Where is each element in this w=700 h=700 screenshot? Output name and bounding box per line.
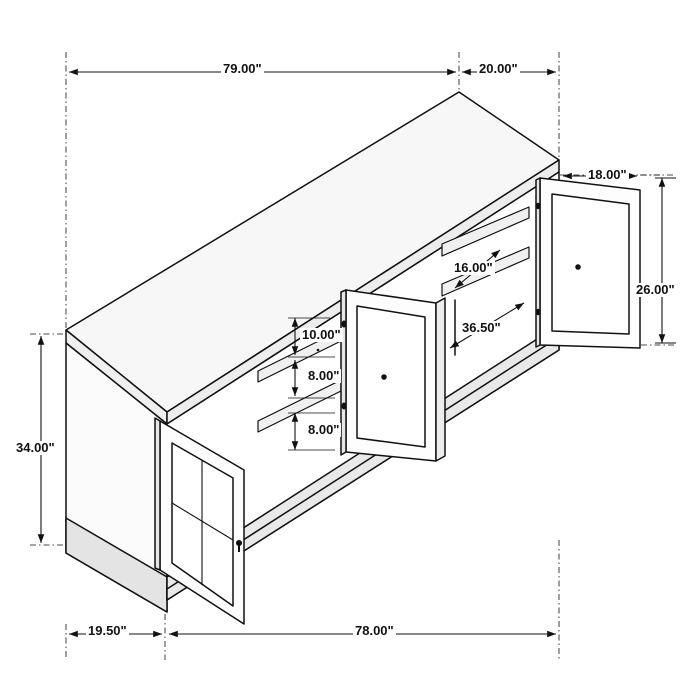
dim-label-overall-height: 34.00"	[16, 440, 55, 455]
middle-door-side	[436, 298, 445, 461]
right-door-knob	[576, 265, 580, 269]
dim-label-door-width: 18.00"	[588, 167, 627, 182]
dim-label-top-width: 79.00"	[223, 61, 262, 76]
middle-door-knob	[382, 375, 386, 379]
right-door-inner-frame	[552, 194, 629, 334]
right-door-open	[536, 178, 640, 348]
dim-label-low-gap: 8.00"	[308, 422, 340, 437]
middle-door-edge	[341, 290, 346, 455]
dim-label-base-width: 78.00"	[355, 623, 394, 638]
dim-label-shelf-depth: 16.00"	[454, 260, 493, 275]
dim-label-top-gap: 10.00"	[302, 327, 341, 342]
dim-label-interior-width: 36.50"	[462, 320, 501, 335]
dim-label-door-height: 26.00"	[636, 282, 675, 297]
dim-label-left-door-width: 19.50"	[88, 623, 127, 638]
middle-door-inner-frame	[357, 306, 425, 447]
dim-label-top-depth: 20.00"	[479, 61, 518, 76]
middle-door-open	[341, 290, 445, 461]
left-door-edge	[155, 418, 160, 570]
dim-label-mid-gap: 8.00"	[308, 368, 340, 383]
